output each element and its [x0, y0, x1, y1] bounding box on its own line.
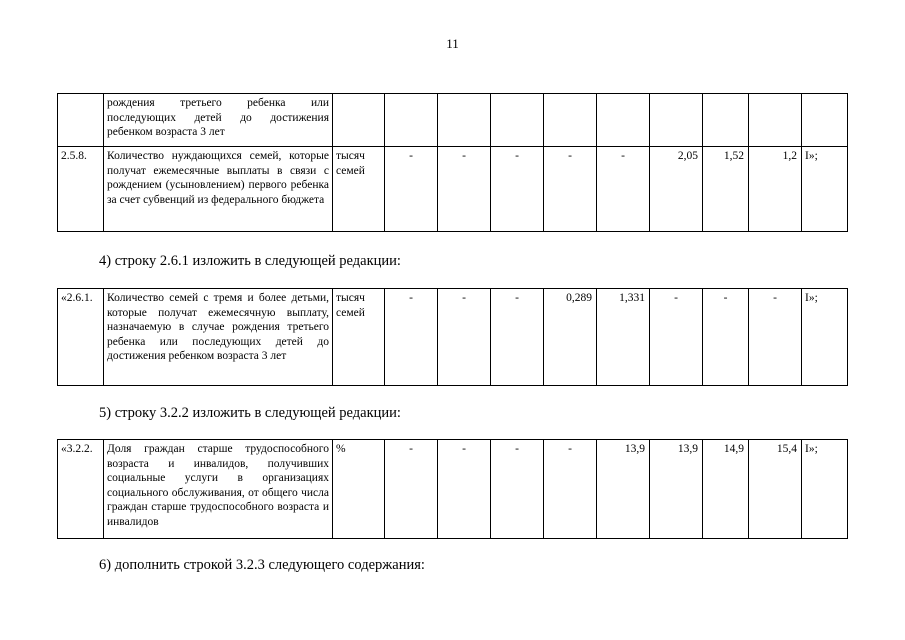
value-cell: 14,9	[703, 440, 749, 539]
value-cell: -	[650, 289, 703, 386]
value-cell: -	[597, 147, 650, 232]
value-cell: -	[438, 289, 491, 386]
value-cell: 13,9	[597, 440, 650, 539]
unit-cell: тысяч семей	[333, 289, 385, 386]
value-cell	[491, 94, 544, 147]
value-cell	[650, 94, 703, 147]
value-cell: -	[438, 147, 491, 232]
value-cell: -	[544, 147, 597, 232]
value-cell: -	[438, 440, 491, 539]
value-cell: 1,2	[749, 147, 802, 232]
page-number: 11	[446, 36, 459, 51]
unit-cell: тысяч семей	[333, 147, 385, 232]
instruction-text: 6) дополнить строкой 3.2.3 следующего содержания:	[99, 557, 425, 573]
value-cell: 1,52	[703, 147, 749, 232]
value-cell	[438, 94, 491, 147]
indicator-name-cell: Доля граждан старше трудоспособного возраста и инвалидов, получивших социальные услуги в организациях социального обслуживания, от общего числа граждан старше трудоспособного возраста и инвалидов	[104, 440, 333, 539]
value-cell	[703, 94, 749, 147]
value-cell: -	[385, 440, 438, 539]
value-cell: 0,289	[544, 289, 597, 386]
value-cell: -	[491, 440, 544, 539]
value-cell: 13,9	[650, 440, 703, 539]
value-cell	[597, 94, 650, 147]
value-cell: -	[385, 289, 438, 386]
value-cell: 15,4	[749, 440, 802, 539]
value-cell: 1,331	[597, 289, 650, 386]
row-number-cell: «2.6.1.	[58, 289, 104, 386]
table-row	[58, 440, 848, 539]
indicator-table-1	[57, 93, 848, 232]
table-row	[58, 147, 848, 232]
end-cell	[802, 94, 848, 147]
indicator-name-cell: Количество семей с тремя и более детьми, которые получат ежемесячную выплату, назначаемую в случае рождения третьего ребенка или последующих детей до достижения ребенком возраста 3 лет	[104, 289, 333, 386]
value-cell: 2,05	[650, 147, 703, 232]
row-number-cell	[58, 94, 104, 147]
value-cell: -	[749, 289, 802, 386]
table-row	[58, 289, 848, 386]
value-cell	[385, 94, 438, 147]
value-cell	[749, 94, 802, 147]
row-number-cell: «3.2.2.	[58, 440, 104, 539]
unit-cell: %	[333, 440, 385, 539]
value-cell: -	[385, 147, 438, 232]
instruction-text: 4) строку 2.6.1 изложить в следующей редакции:	[99, 253, 401, 269]
table-row	[58, 94, 848, 147]
end-cell: I»;	[802, 440, 848, 539]
row-number-cell: 2.5.8.	[58, 147, 104, 232]
indicator-name-cell: Количество нуждающихся семей, которые получат ежемесячные выплаты в связи с рождением (усыновлением) первого ребенка за счет субвенций из федерального бюджета	[104, 147, 333, 232]
value-cell: -	[491, 289, 544, 386]
unit-cell	[333, 94, 385, 147]
instruction-text: 5) строку 3.2.2 изложить в следующей редакции:	[99, 405, 401, 421]
indicator-table-2	[57, 288, 848, 386]
value-cell: -	[491, 147, 544, 232]
end-cell: I»;	[802, 289, 848, 386]
indicator-table-3	[57, 439, 848, 539]
value-cell: -	[544, 440, 597, 539]
value-cell: -	[703, 289, 749, 386]
indicator-name-cell: рождения третьего ребенка или последующих детей до достижения ребенком возраста 3 лет	[104, 94, 333, 147]
value-cell	[544, 94, 597, 147]
end-cell: I»;	[802, 147, 848, 232]
